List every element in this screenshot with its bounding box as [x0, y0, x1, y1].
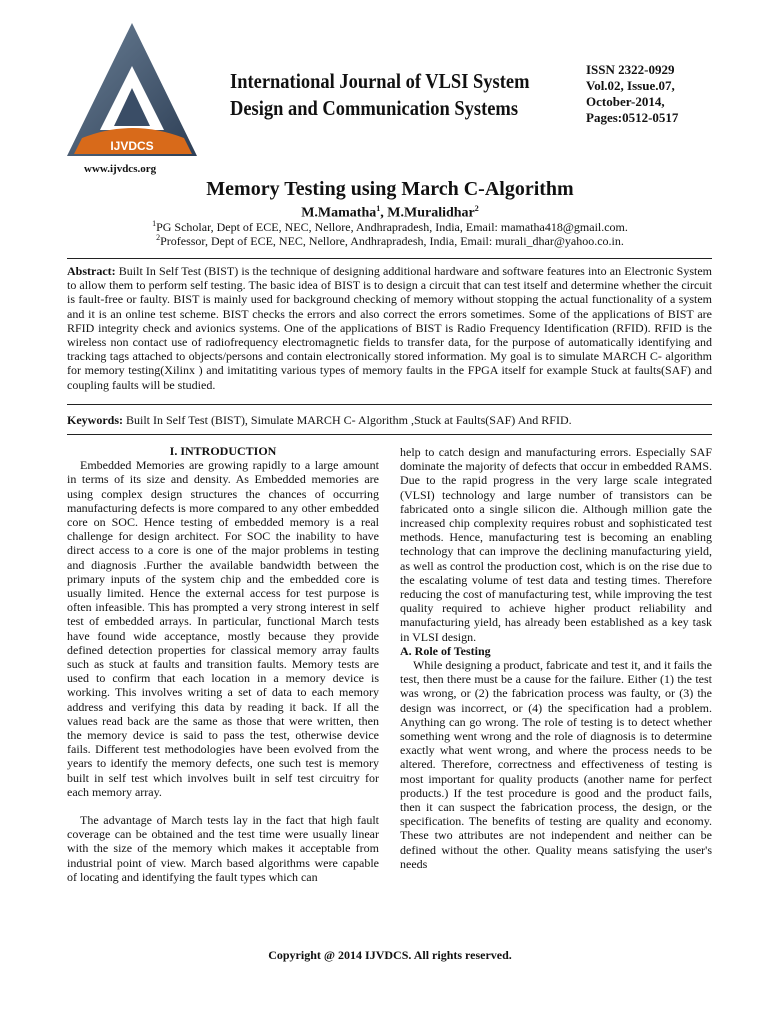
paper-title: Memory Testing using March C-Algorithm	[206, 178, 574, 200]
journal-title	[230, 68, 570, 122]
volume-issue: Vol.02, Issue.07,	[586, 78, 675, 93]
author-2: M.Muralidhar	[387, 205, 475, 221]
author-2-sup: 2	[474, 204, 479, 213]
author-1-sup: 1	[376, 204, 381, 213]
subsection-heading-role-of-testing: A. Role of Testing	[400, 643, 491, 658]
issue-date: October-2014,	[586, 94, 665, 109]
author-separator: ,	[380, 205, 388, 221]
issue-info	[586, 62, 678, 126]
affiliation-1-sup: 1	[152, 219, 157, 228]
author-1: M.Mamatha	[301, 205, 377, 221]
affiliation-2-text: Professor, Dept of ECE, NEC, Nellore, Andhrapradesh, India, Email: murali_dhar@yahoo.co.in.	[160, 234, 624, 248]
intro-paragraph-1: Embedded Memories are growing rapidly to a large amount in terms of its size and density. As Embedded memories are using complex design structures the chances of occurring manufacturing defects is more compared to any other embedded core on SOC. Hence testing of embedded memory is a real challenge for design architect. For SOC the inability to have direct access to a core is one of the major problems in testing and diagnosis .Further the available bandwidth between the primary inputs of the system chip and the embedded core is usually limited. Hence the external access for test purpose is often infeasible. This has prompted a very strong interest in self test of embedded arrays. In particular, functional March tests have found wide acceptance, mostly because they provide defined detection properties for classical memory array faults such as stuck at faults and transition faults. Memory tests are used to confirm that each location in a memory device is working. This involves writing a set of data to each memory address and verifying this data by reading it back. If all the values read back are the same as those that were written, then the memory device is said to pass the test, otherwise device fails. Different test methodologies have been evolved from the years to identify the memory defects, one such test is memory built in self test which involves built in self test circuitry for each memory array.	[67, 458, 379, 799]
keywords	[67, 413, 712, 427]
svg-text:IJVDCS: IJVDCS	[110, 139, 154, 153]
page-range: Pages:0512-0517	[586, 110, 679, 125]
divider-top	[67, 258, 712, 259]
abstract-label: Abstract:	[67, 264, 116, 278]
journal-logo	[62, 18, 202, 168]
divider-mid	[67, 404, 712, 405]
abstract-text: Built In Self Test (BIST) is the technique of designing additional hardware and software features into an Electronic System to allow them to perform self testing. The basic idea of BIST is to design a circuit that can test itself and determine whether the circuit is fault-free or faulty. BIST is mainly used for background checking of memory without stopping the actual functionality of a system and it is an online test scheme. BIST checks the errors and also correct the errors sometimes. Some of the applications of BIST are RFID integrity check and avionics systems. One of the applications of BIST is Radio Frequency Identification (RFID). RFID is the wireless non contact use of radiofrequency electromagnetic fields to transfer data, for the purpose of automatically identifying and tracking tags attached to objects/persons and contain electronically stored information. My goal is to simulate MARCH C- algorithm for memory testing(Xilinx ) and imitatiting various types of memory faults in the FPGA itself for example Stuck at faults(SAF) and coupling faults will be studied.	[67, 264, 712, 392]
copyright-footer: Copyright @ 2014 IJVDCS. All rights reserved.	[268, 948, 512, 962]
journal-website[interactable]: www.ijvdcs.org	[84, 163, 157, 175]
keywords-label: Keywords:	[67, 413, 123, 427]
abstract	[67, 264, 712, 392]
left-column	[67, 444, 379, 884]
section-heading-introduction: I. INTRODUCTION	[169, 444, 277, 458]
affiliation-2	[0, 233, 768, 249]
journal-title-line1: International Journal of VLSI System	[230, 69, 530, 93]
right-column	[400, 445, 712, 871]
keywords-text: Built In Self Test (BIST), Simulate MARCH C- Algorithm ,Stuck at Faults(SAF) And RFID.	[123, 413, 572, 427]
divider-bottom	[67, 434, 712, 435]
right-paragraph-1: help to catch design and manufacturing errors. Especially SAF dominate the majority of defects that occur in embedded RAMS. Due to the rapid progress in the very large scale integrated (VLSI) technology and large number of transistors can be fabricated onto a single silicon die. Although million gate the increased chip complexity requires robust and sophisticated test methods. Hence, manufacturing test is becoming an enabling technology that can improve the declining manufacturing yield, as well as control the production cost, which is on the rise due to the escalating volume of test data and testing times. Therefore reducing the cost of manufacturing test, while improving the test quality required to achieve higher product reliability and manufacturing yield, has already been established as a key task in VLSI design.	[400, 445, 712, 644]
affiliation-1-text: PG Scholar, Dept of ECE, NEC, Nellore, Andhrapradesh, India, Email: mamatha418@gmail.com.	[156, 220, 628, 234]
intro-paragraph-2: The advantage of March tests lay in the fact that high fault coverage can be obtained and the test time were usually linear with the size of the memory which makes it acceptable from industrial point of view. March based algorithms were capable of locating and identifying the fault types which can	[67, 813, 379, 884]
journal-title-line2: Design and Communication Systems	[230, 96, 519, 120]
issn: ISSN 2322-0929	[586, 62, 675, 77]
affiliation-2-sup: 2	[156, 233, 161, 242]
role-of-testing-paragraph: While designing a product, fabricate and test it, and it fails the test, then there must be a cause for the failure. Either (1) the test was wrong, or (2) the fabrication process was faulty, or (3) the design was incorrect, or (4) the specification had a problem. Anything can go wrong. The role of testing is to detect whether something went wrong and the role of diagnosis is to determine exactly what went wrong, and where the process needs to be altered. Therefore, correctness and effectiveness of testing is most important for quality products (another name for perfect products.) If the test procedure is good and the product fails, then it can suspect the fabrication process, the design, or the specification. The benefits of testing are quality and economy. These two attributes are not independent and neither can be defined without the other. Quality means satisfying the user's needs	[400, 658, 712, 871]
